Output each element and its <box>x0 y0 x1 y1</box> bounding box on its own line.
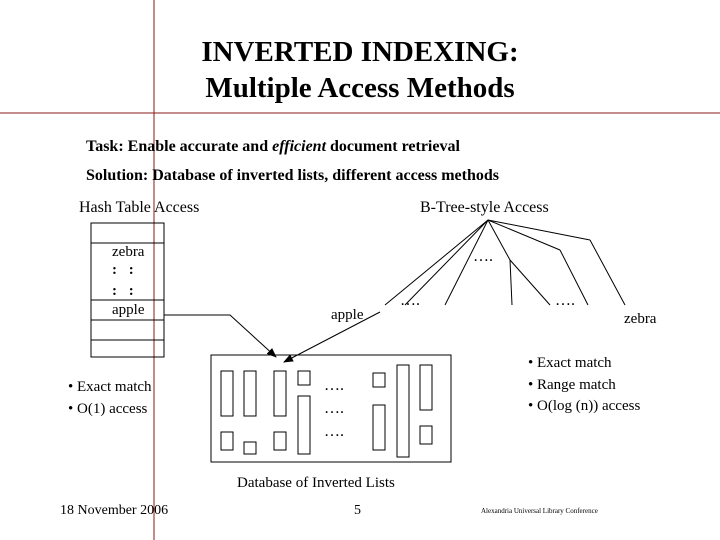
lists-ellipsis-1: …. <box>324 377 344 394</box>
btree-mid-ellipsis-right: …. <box>555 292 575 309</box>
btree-root-ellipsis: …. <box>473 248 493 265</box>
btree-leaf-apple: apple <box>331 307 364 323</box>
inverted-lists-caption: Database of Inverted Lists <box>237 475 395 491</box>
task-suffix: document retrieval <box>330 138 460 155</box>
lists-ellipsis-3: …. <box>324 423 344 440</box>
hash-table-heading: Hash Table Access <box>79 199 200 216</box>
solution-line: Solution: Database of inverted lists, different access methods <box>86 167 500 184</box>
lists-ellipsis-2: …. <box>324 400 344 417</box>
btree-bullet-range-match: • Range match <box>528 377 616 393</box>
hash-entry-apple: apple <box>112 302 145 318</box>
footer-date: 18 November 2006 <box>60 503 169 518</box>
footer-conference: Alexandria Universal Library Conference <box>481 507 598 515</box>
posting-list <box>298 396 310 454</box>
hash-bullet-exact-match: • Exact match <box>68 379 152 395</box>
posting-list <box>420 365 432 410</box>
posting-list <box>244 442 256 454</box>
hash-dots-1: : : <box>112 262 138 278</box>
posting-list <box>221 371 233 416</box>
posting-list <box>274 371 286 416</box>
footer-page-number: 5 <box>354 503 361 518</box>
hash-dots-2: : : <box>112 283 138 299</box>
btree-mid-ellipsis-left: …. <box>400 292 420 309</box>
hash-bullet-o1-access: • O(1) access <box>68 401 148 417</box>
slide-title-line-1: INVERTED INDEXING: <box>201 36 519 68</box>
task-prefix: Task: Enable accurate and <box>86 138 269 155</box>
posting-list <box>373 373 385 387</box>
posting-list <box>373 405 385 450</box>
slide-title-line-2: Multiple Access Methods <box>205 72 515 104</box>
posting-list <box>221 432 233 450</box>
posting-list <box>420 426 432 444</box>
hash-to-lists-arrow <box>164 315 276 357</box>
posting-list <box>397 365 409 457</box>
btree-leaf-zebra: zebra <box>624 311 657 327</box>
btree-bullet-log-access: • O(log (n)) access <box>528 398 641 414</box>
btree-edges <box>385 220 625 305</box>
hash-entry-zebra: zebra <box>112 244 145 260</box>
posting-list <box>244 371 256 416</box>
posting-list <box>298 371 310 385</box>
task-emphasis: efficient <box>272 138 327 155</box>
posting-list <box>274 432 286 450</box>
btree-bullet-exact-match: • Exact match <box>528 355 612 371</box>
btree-heading: B-Tree-style Access <box>420 199 549 216</box>
